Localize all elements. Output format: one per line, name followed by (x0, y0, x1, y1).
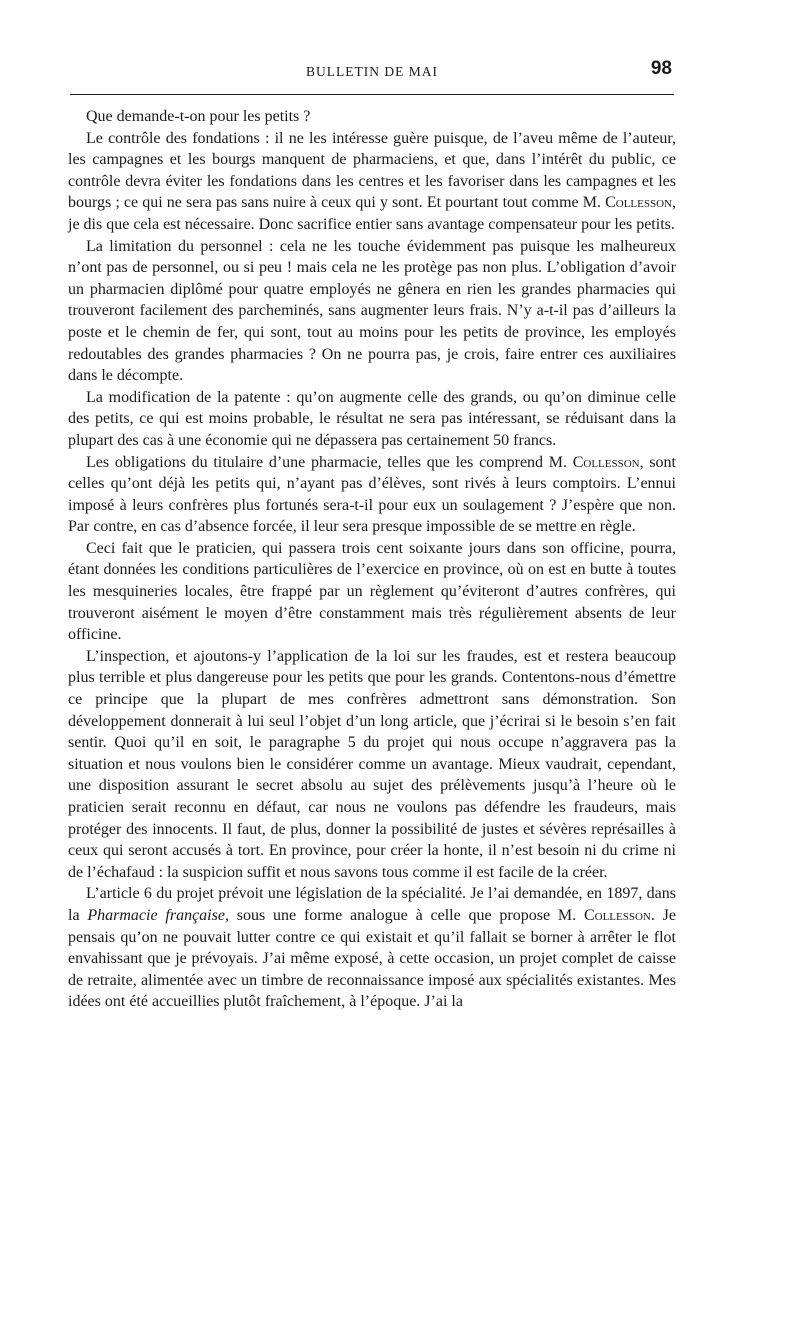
paragraph-text: L’inspection, et ajoutons-y l’application de la loi sur les fraudes, est et restera beaucoup plus terrible et plus dangereuse pour les petits que pour les grands. Contentons-nous d’émettre ce principe que la plupart de mes confrères admettront sans démonstration. Son développement donnerait à lui seul l’objet d’un long article, que j’écrirai si le besoin s’en fait sentir. Quoi qu’il en soit, le paragraphe 5 du projet qui nous occupe n’aggravera pas la situation et nous voulons bien le considérer comme un avantage. Mieux vaudrait, cependant, une disposition assurant le secret absolu au sujet des prélèvements jusqu’à l’heure où le praticien serait reconnu en défaut, car nous ne voulons pas défendre les fraudeurs, mais protéger des innocents. Il faut, de plus, donner la possibilité de justes et sévères représailles à ceux qui seront accusés à tort. En province, pour créer la honte, il n’est besoin ni du crime ni de l’échafaud : la suspicion suffit et nous savons tous comme il est facile de la créer. (68, 647, 676, 881)
paragraph (68, 128, 676, 236)
paragraph-text: , sous une forme analogue à celle que propose M. (224, 906, 584, 924)
body-text (68, 106, 676, 1013)
author-name: Collesson (605, 194, 672, 212)
paragraph-text: Que demande-t-on pour les petits ? (86, 108, 311, 125)
running-title: BULLETIN DE MAI (306, 64, 438, 79)
paragraph (68, 387, 676, 452)
publication-title: Pharmacie française (87, 906, 225, 924)
header-rule (70, 94, 674, 95)
paragraph (68, 883, 676, 1013)
paragraph-text: La modification de la patente : qu’on augmente celle des grands, ou qu’on diminue celle des petits, ce qui est moins probable, le résultat ne sera pas intéressant, se réduisant dans la plupart des cas à une économie qui ne dépassera pas certainement 50 francs. (68, 388, 676, 449)
page-number: 98 (650, 58, 672, 79)
author-name: Collesson (583, 906, 651, 924)
paragraph-text: . Je pensais qu’on ne pouvait lutter contre ce qui existait et qu’il fallait se borner à arrêter le flot envahissant que je prévoyais. J’ai même exposé, à cette occasion, un projet complet de caisse de retraite, alimentée avec un timbre de reconnaissance imposé aux spécialités existantes. Mes idées ont été accueillies plutôt fraîchement, à l’époque. J’ai la (68, 906, 677, 1011)
paragraph (68, 452, 676, 538)
author-name: Collesson (572, 453, 640, 471)
paragraph (68, 236, 676, 387)
paragraph (68, 538, 676, 646)
paragraph-text: La limitation du personnel : cela ne les touche évidemment pas puisque les malheureux n’ont pas de personnel, ou si peu ! mais cela ne les protège pas non plus. L’obligation d’avoir un pharmacien diplômé pour quatre employés ne gênera en rien les grandes pharmacies qui trouveront facilement des parcheminés, sans augmenter leurs frais. N’y a-t-il pas d’ailleurs la poste et le chemin de fer, qui sont, tout au moins pour les petits de province, les employés redoutables des grandes pharmacies ? On ne pourra pas, je crois, faire entrer ces auxiliaires dans le décompte. (68, 237, 676, 385)
paragraph (68, 646, 676, 884)
paragraph (68, 106, 676, 128)
paragraph-text: Le contrôle des fondations : il ne les intéresse guère puisque, de l’aveu même de l’auteur, les campagnes et les bourgs manquent de pharmaciens, et que, dans l’intérêt du public, ce contrôle devra éviter les fondations dans les centres et les favoriser dans les campagnes et les bourgs ; ce qui ne sera pas sans nuire à ceux qui y sont. Et pourtant tout comme M. (68, 129, 676, 212)
paragraph-text: Les obligations du titulaire d’une pharmacie, telles que les comprend M. (86, 453, 573, 471)
paragraph-text: , sont celles qu’ont déjà les petits qui, n’ayant pas d’élèves, sont rivés à leurs comptoirs. L’ennui imposé à leurs confrères plus fortunés sera-t-il pour eux un soulagement ? J’espère que non. Par contre, en cas d’absence forcée, il leur sera presque impossible de se mettre en règle. (68, 453, 676, 536)
paragraph-text: Ceci fait que le praticien, qui passera trois cent soixante jours dans son officine, pourra, étant données les conditions particulières de l’exercice en province, où on est en butte à toutes les mesquineries locales, être frappé par un règlement qu’éviteront d’autres confrères, qui trouveront aisément le moyen d’être constamment mais très régulièrement absents de leur officine. (68, 539, 676, 644)
paragraph-text: , je dis que cela est nécessaire. Donc sacrifice entier sans avantage compensateur pour les petits. (68, 194, 676, 233)
page-header (68, 58, 676, 88)
paragraph-text: L’article 6 du projet prévoit une législation de la spécialité. Je l’ai demandée, en 1897, dans la (68, 885, 676, 924)
